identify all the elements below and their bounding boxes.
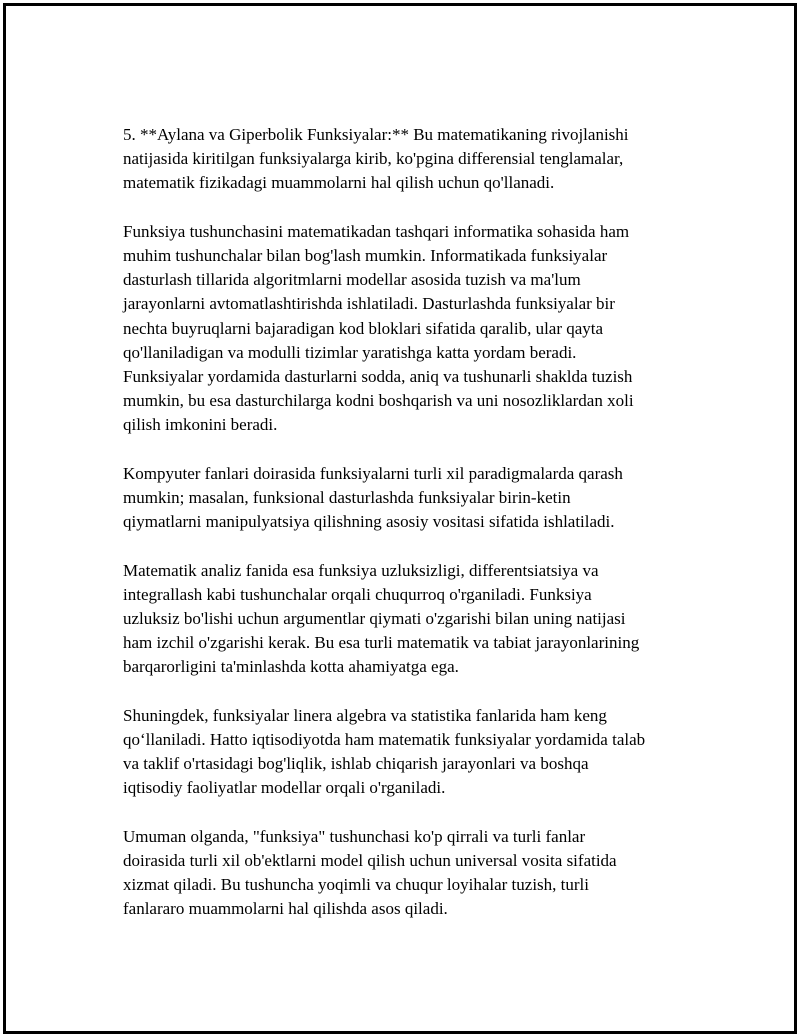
paragraph-computer-science	[123, 462, 693, 535]
text-line: mumkin; masalan, funksional dasturlashda funksiyalar birin-ketin	[123, 488, 571, 508]
text-line: nechta buyruqlarni bajaradigan kod bloklari sifatida qaralib, ular qayta	[123, 318, 604, 338]
text-line: Kompyuter fanlari doirasida funksiyalarni turli xil paradigmalarda qarash	[123, 463, 623, 483]
text-line: mumkin, bu esa dasturchilarga kodni boshqarish va uni nosozliklardan xoli	[123, 391, 634, 411]
text-line: natijasida kiritilgan funksiyalarga kirib, ko'pgina differensial tenglamalar,	[123, 149, 624, 169]
text-line: Umuman olganda, "funksiya" tushunchasi ko'p qirrali va turli fanlar	[123, 826, 586, 846]
text-line: qilish imkonini beradi.	[123, 415, 278, 435]
text-line: Shuningdek, funksiyalar linera algebra va statistika fanlarida ham keng	[123, 705, 607, 725]
text-line: matematik fizikadagi muammolarni hal qilish uchun qo'llanadi.	[123, 173, 555, 193]
text-line: xizmat qiladi. Bu tushuncha yoqimli va chuqur loyihalar tuzish, turli	[123, 875, 589, 895]
text-line: fanlararo muammolarni hal qilishda asos qiladi.	[123, 899, 448, 919]
text-line: integrallash kabi tushunchalar orqali chuqurroq o'rganiladi. Funksiya	[123, 584, 592, 604]
paragraph-conclusion	[123, 825, 693, 922]
text-line: qiymatlarni manipulyatsiya qilishning asosiy vositasi sifatida ishlatiladi.	[123, 512, 615, 532]
text-line: doirasida turli xil ob'ektlarni model qilish uchun universal vosita sifatida	[123, 851, 617, 871]
text-line: muhim tushunchalar bilan bog'lash mumkin. Informatikada funksiyalar	[123, 246, 608, 265]
text-line: dasturlash tillarida algoritmlarni modellar asosida tuzish va ma'lum	[123, 270, 581, 290]
text-line: 5. **Aylana va Giperbolik Funksiyalar:** Bu matematikaning rivojlanishi	[123, 125, 629, 144]
text-line: uzluksiz bo'lishi uchun argumentlar qiymati o'zgarishi bilan uning natijasi	[123, 609, 626, 629]
text-line: jarayonlarni avtomatlashtirishda ishlatiladi. Dasturlashda funksiyalar bir	[123, 294, 615, 314]
text-line: barqarorligini ta'minlashda kotta ahamiyatga ega.	[123, 657, 459, 677]
paragraph-circular-hyperbolic-functions	[123, 123, 693, 196]
text-line: iqtisodiy faoliyatlar modellar orqali o'rganiladi.	[123, 778, 446, 798]
paragraph-mathematical-analysis	[123, 559, 693, 680]
text-line: va taklif o'rtasidagi bog'liqlik, ishlab chiqarish jarayonlari va boshqa	[123, 754, 589, 774]
text-line: ham izchil o'zgarishi kerak. Bu esa turli matematik va tabiat jarayonlarining	[123, 633, 640, 653]
text-line: qo‘llaniladi. Hatto iqtisodiyotda ham matematik funksiyalar yordamida talab	[123, 730, 646, 750]
paragraph-algebra-statistics-economics	[123, 704, 693, 801]
document-body	[123, 123, 693, 922]
text-line: Matematik analiz fanida esa funksiya uzluksizligi, differentsiatsiya va	[123, 560, 599, 580]
text-line: Funksiyalar yordamida dasturlarni sodda, aniq va tushunarli shaklda tuzish	[123, 367, 633, 387]
text-line: Funksiya tushunchasini matematikadan tashqari informatika sohasida ham	[123, 221, 630, 241]
text-line: qo'llaniladigan va modulli tizimlar yaratishga katta yordam beradi.	[123, 342, 577, 362]
page-frame	[3, 3, 797, 1034]
paragraph-functions-in-informatics	[123, 220, 693, 438]
